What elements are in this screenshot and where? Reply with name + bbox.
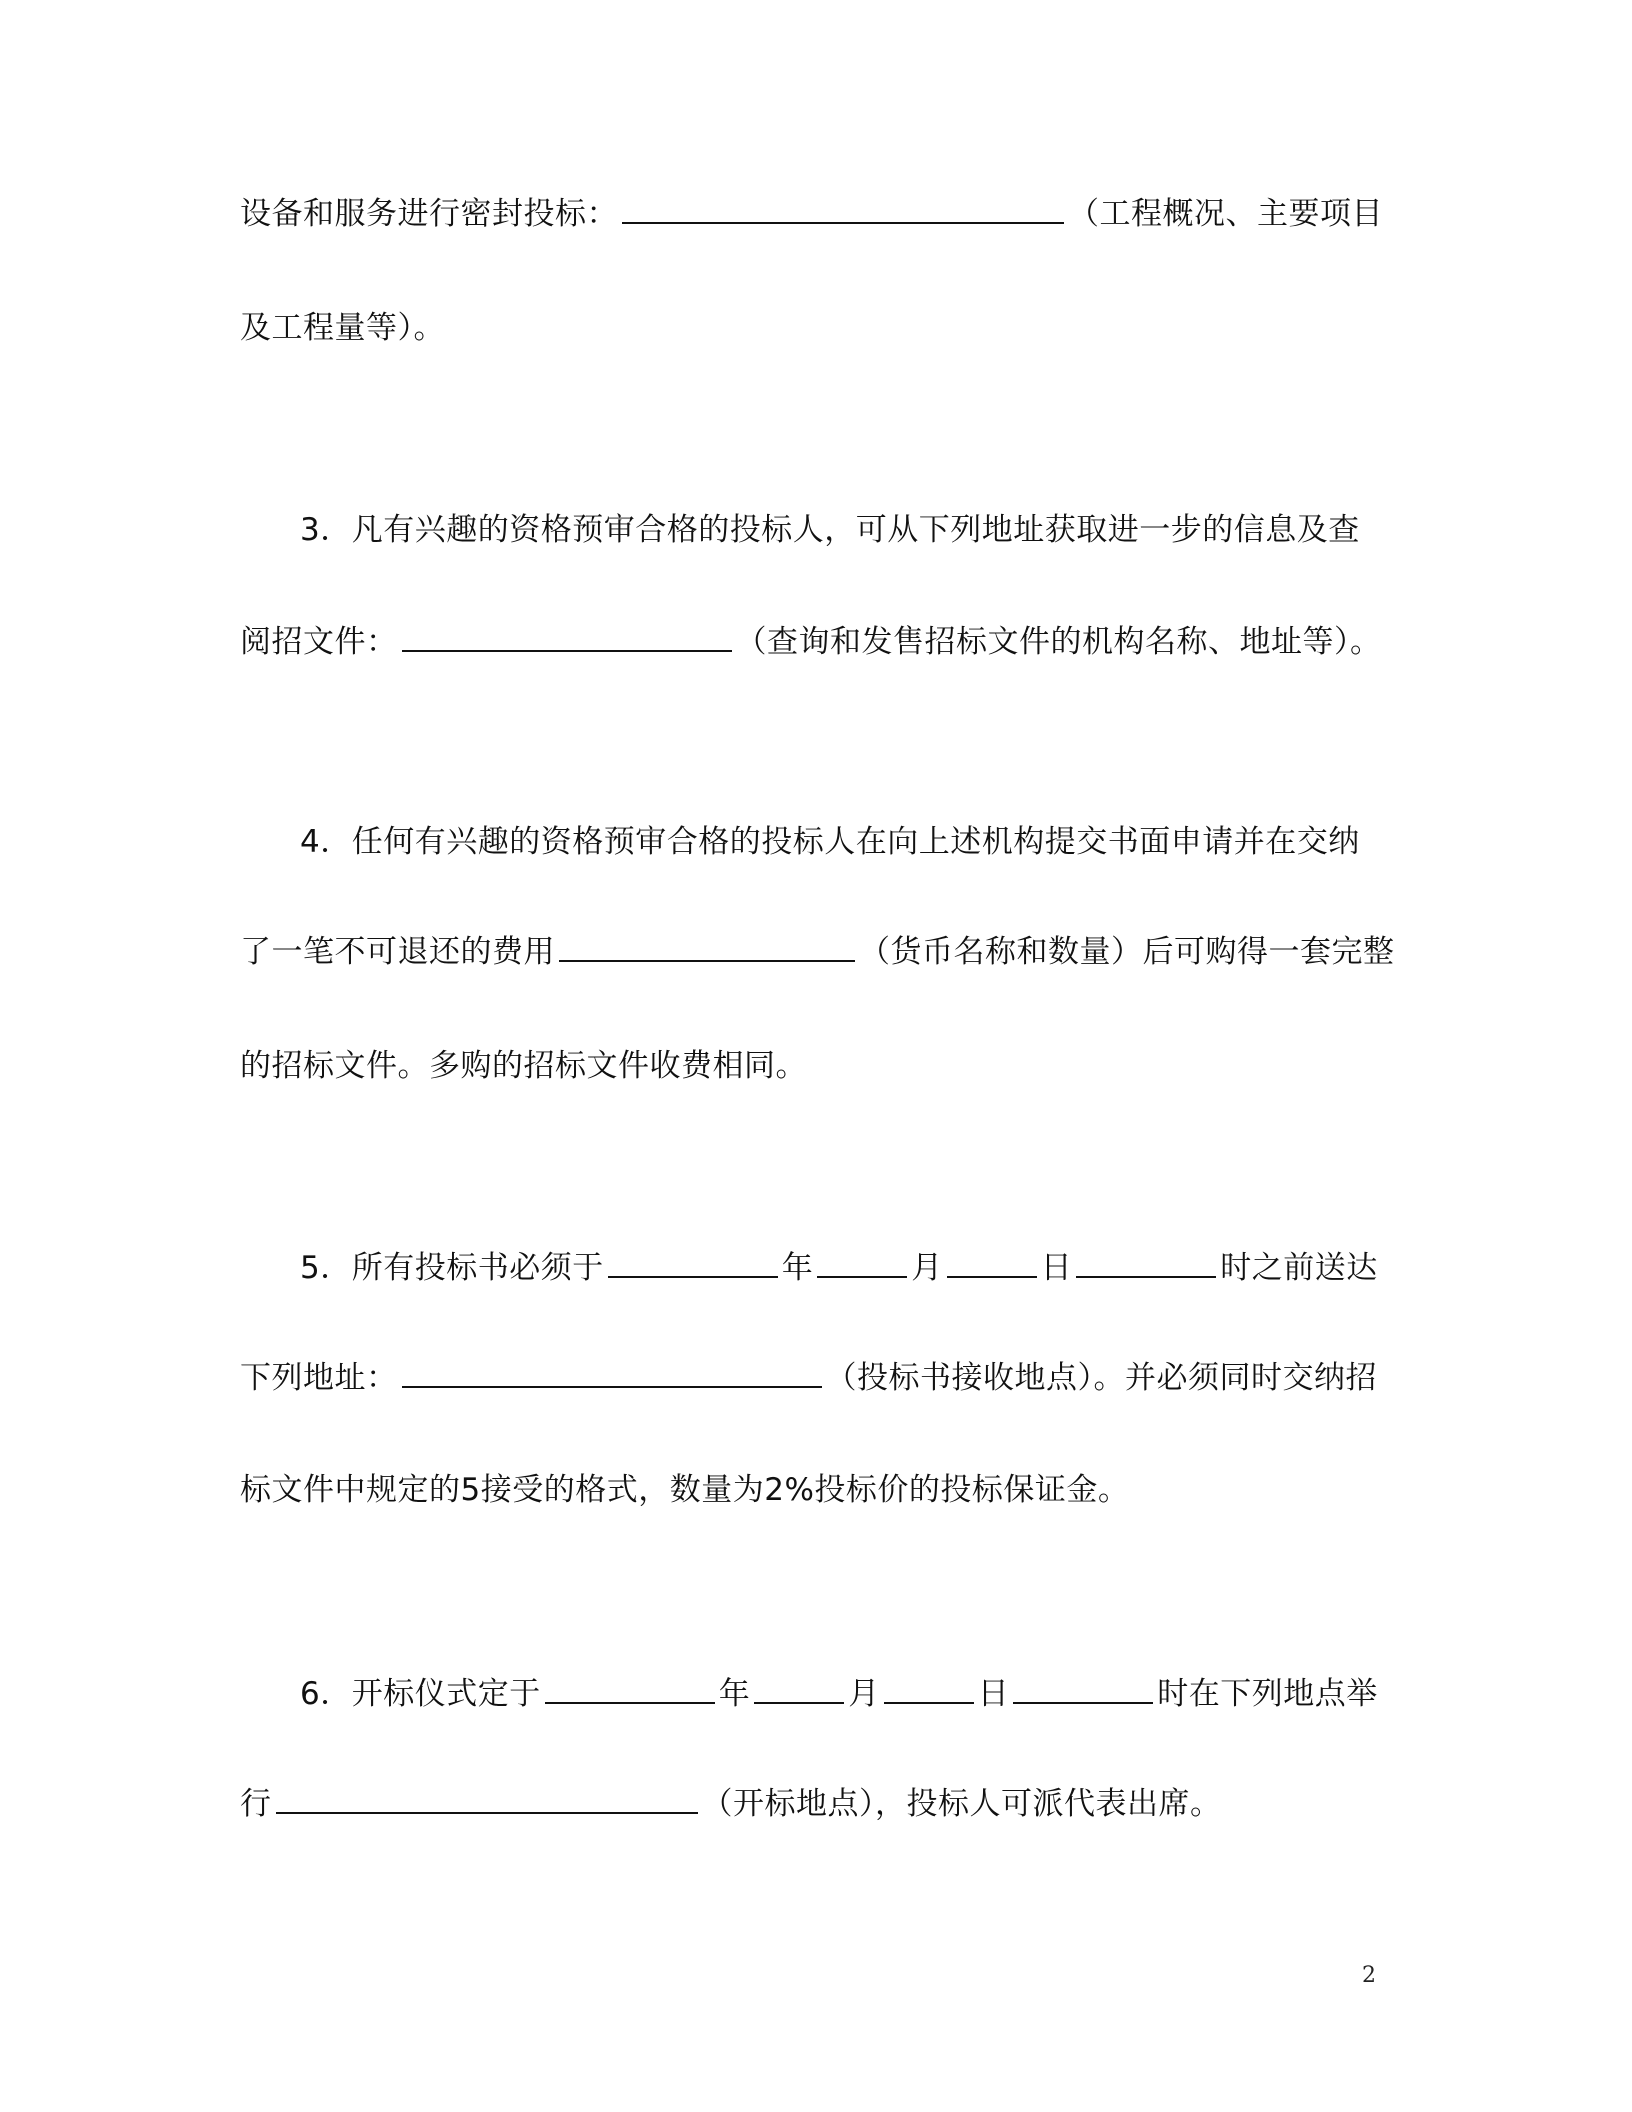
fee-amount-blank[interactable] bbox=[559, 930, 855, 962]
paragraph-2-line-2 bbox=[240, 306, 1380, 350]
paragraph-6-line-2 bbox=[240, 1782, 1380, 1826]
p2-text-a: 设备和服务进行密封投标： bbox=[240, 196, 618, 232]
paragraph-2-line-1 bbox=[240, 192, 1383, 236]
p5-text-e: 标文件中规定的5接受的格式，数量为2%投标价的投标保证金。 bbox=[240, 1472, 1130, 1508]
opening-day-blank[interactable] bbox=[884, 1672, 974, 1704]
p2-text-b: （工程概况、主要项目 bbox=[1068, 196, 1383, 232]
p6-day-label: 日 bbox=[977, 1676, 1010, 1712]
p5-text-d: （投标书接收地点）。并必须同时交纳招 bbox=[825, 1360, 1377, 1396]
paragraph-5-line-3 bbox=[240, 1468, 1380, 1512]
opening-hour-blank[interactable] bbox=[1013, 1672, 1153, 1704]
paragraph-5-line-1 bbox=[240, 1246, 1380, 1290]
p5-text-b: 时之前送达 bbox=[1220, 1250, 1378, 1286]
p4-text-c: （货币名称和数量）后可购得一套完整 bbox=[859, 934, 1395, 970]
p6-text-a: 6．开标仪式定于 bbox=[300, 1676, 541, 1712]
p5-year-label: 年 bbox=[781, 1250, 814, 1286]
p5-day-label: 日 bbox=[1040, 1250, 1073, 1286]
issuing-agency-blank[interactable] bbox=[402, 620, 732, 652]
submission-year-blank[interactable] bbox=[608, 1246, 778, 1278]
opening-location-blank[interactable] bbox=[276, 1782, 698, 1814]
paragraph-4-line-1 bbox=[240, 820, 1380, 864]
submission-month-blank[interactable] bbox=[817, 1246, 907, 1278]
submission-day-blank[interactable] bbox=[947, 1246, 1037, 1278]
p6-year-label: 年 bbox=[718, 1676, 751, 1712]
paragraph-6-line-1 bbox=[240, 1672, 1380, 1716]
p6-text-b: 时在下列地点举 bbox=[1157, 1676, 1378, 1712]
p5-text-c: 下列地址： bbox=[240, 1360, 398, 1396]
p5-text-a: 5．所有投标书必须于 bbox=[300, 1250, 604, 1286]
p6-month-label: 月 bbox=[848, 1676, 880, 1712]
p5-month-label: 月 bbox=[911, 1250, 943, 1286]
p6-text-c: 行 bbox=[240, 1786, 272, 1822]
p4-text-d: 的招标文件。多购的招标文件收费相同。 bbox=[240, 1048, 807, 1084]
p3-text-a: 3．凡有兴趣的资格预审合格的投标人，可从下列地址获取进一步的信息及查 bbox=[300, 512, 1360, 548]
submission-hour-blank[interactable] bbox=[1076, 1246, 1216, 1278]
p2-text-c: 及工程量等）。 bbox=[240, 310, 445, 346]
paragraph-3-line-1 bbox=[240, 508, 1380, 552]
page-number: 2 bbox=[1362, 1963, 1376, 1988]
project-overview-blank[interactable] bbox=[622, 192, 1064, 224]
p6-text-d: （开标地点），投标人可派代表出席。 bbox=[701, 1786, 1222, 1822]
paragraph-4-line-2 bbox=[240, 930, 1395, 974]
p4-text-b: 了一笔不可退还的费用 bbox=[240, 934, 555, 970]
paragraph-4-line-3 bbox=[240, 1044, 1380, 1088]
submission-location-blank[interactable] bbox=[402, 1356, 822, 1388]
p3-text-b: 阅招文件： bbox=[240, 624, 398, 660]
paragraph-3-line-2 bbox=[240, 620, 1380, 664]
paragraph-5-line-2 bbox=[240, 1356, 1380, 1400]
opening-month-blank[interactable] bbox=[754, 1672, 844, 1704]
p3-text-c: （查询和发售招标文件的机构名称、地址等）。 bbox=[735, 624, 1382, 660]
opening-year-blank[interactable] bbox=[545, 1672, 715, 1704]
p4-text-a: 4．任何有兴趣的资格预审合格的投标人在向上述机构提交书面申请并在交纳 bbox=[300, 824, 1360, 860]
